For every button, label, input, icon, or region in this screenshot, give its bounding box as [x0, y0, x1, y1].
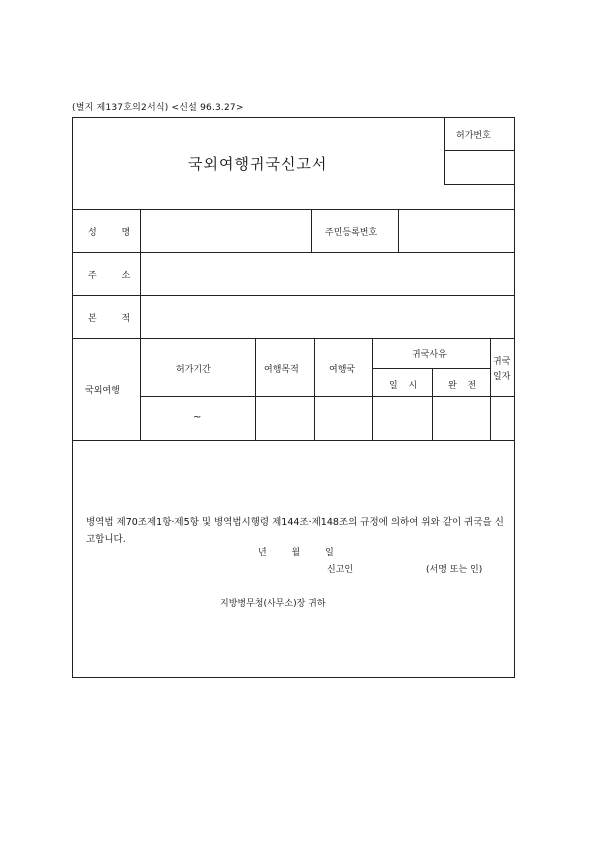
signature-field[interactable] [362, 558, 424, 574]
declarant-label: 신고인 [327, 565, 354, 575]
travel-purpose-field[interactable] [256, 397, 313, 439]
travel-country-field[interactable] [315, 397, 371, 439]
temporary-field[interactable] [373, 397, 431, 439]
permanent-label: 완 전 [448, 381, 477, 391]
permit-number-field[interactable] [445, 151, 514, 183]
permit-period-field[interactable] [141, 397, 254, 439]
return-reason-label: 귀국사유 [412, 350, 447, 360]
declaration-statement: 병역법 제70조제1항·제5항 및 병역법시행령 제144조·제148조의 규정에 의하여 위와 같이 귀국을 신고합니다. [86, 517, 504, 545]
permit-period-label: 허가기간 [176, 365, 211, 375]
resident-label-left-line [311, 209, 312, 252]
address-field[interactable] [141, 253, 514, 294]
signature-label: (서명 또는 인) [426, 565, 483, 575]
permit-box-bottom [444, 184, 515, 185]
temporary-label: 일 시 [389, 381, 418, 391]
resident-number-label: 주민등록번호 [325, 228, 378, 238]
return-date-label-bottom: 일자 [493, 372, 511, 382]
return-reason-split-line [372, 368, 490, 369]
overseas-travel-label: 국외여행 [85, 386, 120, 396]
form-title: 국외여행귀국신고서 [188, 155, 328, 173]
name-field[interactable] [141, 210, 310, 251]
form-caption: (별지 제137호의2서식) <신설 96.3.27> [72, 103, 244, 113]
date-line: 년 월 일 [258, 548, 334, 558]
return-date-field[interactable] [491, 397, 514, 439]
period-separator: ~ [193, 412, 202, 423]
name-label: 성 명 [88, 228, 131, 238]
permanent-field[interactable] [433, 397, 489, 439]
domicile-label: 본 적 [88, 314, 131, 324]
resident-number-field[interactable] [399, 210, 514, 251]
travel-purpose-label: 여행목적 [264, 365, 299, 375]
travel-country-label: 여행국 [329, 365, 356, 375]
domicile-field[interactable] [141, 296, 514, 337]
address-label: 주 소 [88, 271, 131, 281]
travel-row-bottom-line [72, 440, 515, 441]
domicile-row-bottom-line [72, 338, 515, 339]
permit-number-label: 허가번호 [456, 131, 491, 141]
return-date-label-top: 귀국 [493, 357, 511, 367]
recipient-line: 지방병무청(사무소)장 귀하 [220, 599, 326, 609]
